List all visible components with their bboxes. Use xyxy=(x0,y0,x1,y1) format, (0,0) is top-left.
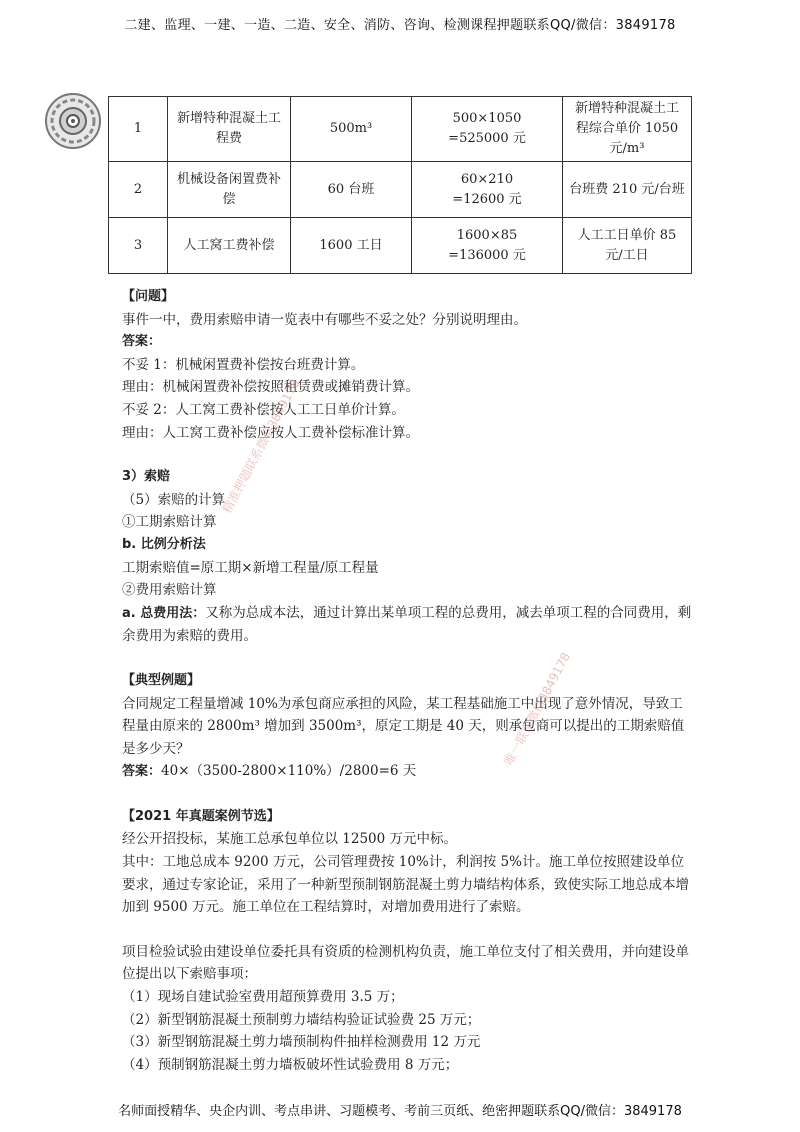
case-item: （3）新型钢筋混凝土剪力墙预制构件抽样检测费用 12 万元 xyxy=(122,1034,481,1051)
claims-heading: 3）索赔 xyxy=(122,469,171,485)
question-heading: 【问题】 xyxy=(122,289,175,304)
example-heading: 【典型例题】 xyxy=(122,672,201,688)
answer-line: 不妥 2：人工窝工费补偿按人工工日单价计算。 xyxy=(122,401,405,418)
method-proportion: b. 比例分析法 xyxy=(122,536,206,552)
claims-sub-duration: ①工期索赔计算 xyxy=(122,514,217,531)
table-cell-item: 新增特种混凝土工程费 xyxy=(168,97,291,162)
case-heading: 【2021 年真题案例节选】 xyxy=(122,808,280,824)
case-paragraph: 经公开招投标，某施工总承包单位以 12500 万元中标。 xyxy=(122,831,458,848)
table-cell-basis: 新增特种混凝土工程综合单价 1050 元/m³ xyxy=(563,97,692,162)
watermark: 精准押题联系微信3849178 xyxy=(219,376,303,516)
case-paragraph: 其中：工地总成本 9200 万元，公司管理费按 10%计，利润按 5%计。施工单位按照建设单位要求，通过专家论证，采用了一种新型预制钢筋混凝土剪力墙结构体系，致使实际工地总成本增加到 9500 万元。施工单位在工程结算时，对增加费用进行了索赔。 xyxy=(122,854,689,916)
table-cell-item: 机械设备闲置费补偿 xyxy=(168,162,291,218)
example-answer-label: 答案： xyxy=(122,764,162,780)
table-cell-no: 3 xyxy=(109,218,168,274)
table-cell-qty: 1600 工日 xyxy=(291,218,412,274)
answer-line: 不妥 1：机械闲置费补偿按台班费计算。 xyxy=(122,356,365,373)
duration-formula: 工期索赔值=原工期×新增工程量/原工程量 xyxy=(122,559,379,576)
table-row xyxy=(109,218,692,274)
example-text: 合同规定工程量增减 10%为承包商应承担的风险，某工程基础施工中出现了意外情况，导致工程量由原来的 2800m³ 增加到 3500m³，原定工期是 40 天，则承包商可以提出的工期索赔值是多少天？ xyxy=(122,695,685,757)
total-cost-text: 又称为总成本法，通过计算出某单项工程的总费用，减去单项工程的合同费用，剩余费用为索赔的费用。 xyxy=(122,604,692,645)
answer-line: 理由：机械闲置费补偿按照租赁费或摊销费计算。 xyxy=(122,379,419,396)
page-footer: 名师面授精华、央企内训、考点串讲、习题模考、考前三页纸、绝密押题联系QQ/微信：3849178 xyxy=(118,1104,682,1119)
case-item: （1）现场自建试验室费用超预算费用 3.5 万； xyxy=(122,989,404,1006)
case-paragraph: 项目检验试验由建设单位委托具有资质的检测机构负责，施工单位支付了相关费用，并向建设单位提出以下索赔事项： xyxy=(122,943,689,983)
claims-sub-cost: ②费用索赔计算 xyxy=(122,582,217,599)
table-cell-basis: 台班费 210 元/台班 xyxy=(563,162,692,218)
claims-table xyxy=(108,96,692,274)
answer-label: 答案： xyxy=(122,334,162,350)
example-answer xyxy=(122,760,692,784)
table-row xyxy=(109,97,692,162)
table-cell-item: 人工窝工费补偿 xyxy=(168,218,291,274)
claims-sub-calc: （5）索赔的计算 xyxy=(122,491,226,508)
table-cell-calc: 60×210 =12600 元 xyxy=(412,162,563,218)
case-item: （4）预制钢筋混凝土剪力墙板破坏性试验费用 8 万元； xyxy=(122,1056,459,1073)
table-cell-no: 2 xyxy=(109,162,168,218)
table-cell-calc: 1600×85 =136000 元 xyxy=(412,218,563,274)
example-answer-text: 40×（3500-2800×110%）/2800=6 天 xyxy=(161,763,417,780)
table-cell-no: 1 xyxy=(109,97,168,162)
table-row xyxy=(109,162,692,218)
question-text: 事件一中，费用索赔申请一览表中有哪些不妥之处？分别说明理由。 xyxy=(122,311,527,328)
table-cell-qty: 60 台班 xyxy=(291,162,412,218)
table-cell-basis: 人工工日单价 85 元/工日 xyxy=(563,218,692,274)
main-content xyxy=(122,286,692,1076)
total-cost-method xyxy=(122,602,692,648)
case-item: （2）新型钢筋混凝土预制剪力墙结构验证试验费 25 万元； xyxy=(122,1011,481,1028)
answer-line: 理由：人工窝工费补偿应按人工费补偿标准计算。 xyxy=(122,424,419,441)
table-cell-calc: 500×1050 =525000 元 xyxy=(412,97,563,162)
total-cost-label: a. 总费用法： xyxy=(122,605,206,621)
watermark: 唯一联系微信3849178 xyxy=(501,650,574,768)
page-header: 二建、监理、一建、一造、二造、安全、消防、咨询、检测课程押题联系QQ/微信：3849178 xyxy=(124,18,676,33)
seal-logo-icon xyxy=(44,92,102,150)
table-cell-qty: 500m³ xyxy=(291,97,412,162)
